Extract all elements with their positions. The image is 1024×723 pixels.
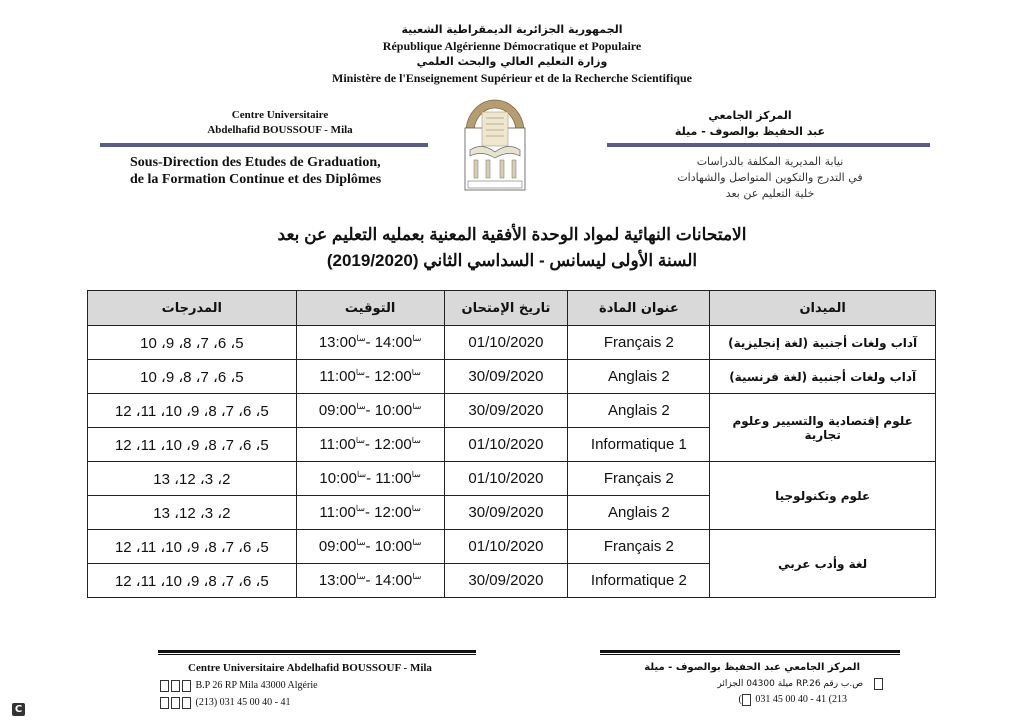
missing-glyph-icon	[160, 680, 169, 692]
start-time: 11:00	[319, 436, 356, 453]
subdirection-line2: de la Formation Continue et des Diplômes	[130, 172, 382, 187]
republic-ar: الجمهورية الجزائرية الديمقراطية الشعبية	[401, 23, 623, 36]
hour-suffix: سا	[355, 504, 365, 513]
header-subject: عنوان المادة	[568, 291, 710, 326]
halls-cell: 5، 6، 7، 8، 9، 10، 11، 12	[88, 530, 297, 564]
hour-suffix: سا	[355, 436, 365, 445]
time-cell	[296, 462, 444, 496]
footer-right-phone-text: 031 45 00 40 - 41 (213	[755, 694, 847, 705]
table-row	[88, 530, 936, 564]
document-title	[200, 222, 824, 274]
halls-cell: 5، 6، 7، 8، 9، 10، 11، 12	[88, 394, 297, 428]
footer-left-address	[160, 677, 490, 694]
subject-cell: Informatique 2	[568, 564, 710, 598]
hour-suffix: سا	[355, 368, 365, 377]
institution-left	[180, 108, 380, 138]
exam-schedule-table	[87, 290, 936, 598]
hour-suffix: سا	[412, 334, 422, 343]
footer-right	[640, 660, 885, 708]
start-time: 13:00	[318, 572, 357, 589]
footer-left-phone-text: (213) 031 45 00 40 - 41	[195, 697, 291, 708]
missing-glyph-icon	[171, 680, 180, 692]
start-time: 09:00	[318, 538, 357, 555]
institution-line1-fr: Centre Universitaire	[231, 109, 329, 121]
footer-divider-left	[158, 650, 476, 653]
time-cell	[296, 530, 444, 564]
table-row	[88, 326, 936, 360]
time-cell	[296, 394, 444, 428]
institution-line2-fr: Abdelhafid BOUSSOUF - Mila	[207, 124, 353, 136]
hour-suffix: سا	[411, 368, 421, 377]
footer-left-address-text: B.P 26 RP Mila 43000 Algérie	[195, 680, 318, 691]
footer-divider-right-thin	[600, 654, 900, 655]
subject-cell: Anglais 2	[568, 360, 710, 394]
subdirection-ar-line1: نيابة المديرية المكلفة بالدراسات	[696, 155, 844, 168]
start-time: 11:00	[319, 368, 356, 385]
header-field: الميدان	[710, 291, 936, 326]
table-header-row	[88, 291, 936, 326]
header-divider-left	[100, 143, 428, 147]
hour-suffix: سا	[411, 436, 421, 445]
subject-cell: Informatique 1	[568, 428, 710, 462]
missing-glyph-icon	[182, 697, 191, 709]
hour-suffix: سا	[412, 538, 422, 547]
footer-right-phone: ( 031 45 00 40 - 41 (213	[738, 694, 847, 705]
header-date: تاريخ الإمتحان	[444, 291, 568, 326]
time-separator: -	[364, 504, 375, 521]
date-cell: 30/09/2020	[444, 496, 568, 530]
date-cell: 01/10/2020	[444, 428, 568, 462]
date-cell: 01/10/2020	[444, 462, 568, 496]
end-time: 14:00	[374, 572, 413, 589]
start-time: 09:00	[318, 402, 357, 419]
hour-suffix: سا	[356, 538, 366, 547]
end-time: 12:00	[374, 436, 412, 453]
date-cell: 01/10/2020	[444, 530, 568, 564]
ministry-ar: وزارة التعليم العالي والبحث العلمي	[416, 55, 608, 68]
end-time: 10:00	[374, 402, 413, 419]
time-separator: -	[366, 470, 376, 487]
title-line1: الامتحانات النهائية لمواد الوحدة الأفقية المعنية بعمليه التعليم عن بعد	[277, 225, 747, 244]
date-cell: 30/09/2020	[444, 564, 568, 598]
field-cell: علوم وتكنولوجيا	[710, 462, 936, 530]
field-cell: آداب ولغات أجنبية (لغة إنجليزية)	[710, 326, 936, 360]
date-cell: 30/09/2020	[444, 394, 568, 428]
time-separator: -	[364, 436, 375, 453]
hour-suffix: سا	[412, 402, 422, 411]
time-separator: -	[365, 572, 375, 589]
hour-suffix: سا	[411, 504, 421, 513]
table-row	[88, 360, 936, 394]
halls-cell: 5، 6، 7، 8، 9، 10، 11، 12	[88, 564, 297, 598]
end-time: 11:00	[375, 470, 412, 487]
republic-fr: République Algérienne Démocratique et Populaire	[382, 39, 642, 53]
time-cell	[296, 496, 444, 530]
institution-right	[650, 108, 850, 140]
footer-divider-left-thin	[158, 654, 476, 655]
hour-suffix: سا	[412, 572, 422, 581]
time-separator: -	[364, 368, 375, 385]
corner-badge-icon[interactable]: C	[12, 703, 25, 716]
hour-suffix: سا	[356, 334, 366, 343]
table-body	[88, 326, 936, 598]
subject-cell: Français 2	[568, 462, 710, 496]
header-halls: المدرجات	[88, 291, 297, 326]
subject-cell: Français 2	[568, 326, 710, 360]
end-time: 10:00	[374, 538, 413, 555]
halls-cell: 2، 3، 12، 13	[88, 496, 297, 530]
hour-suffix: سا	[411, 470, 421, 479]
header-time: التوقيت	[296, 291, 444, 326]
start-time: 11:00	[319, 504, 356, 521]
title-line2: السنة الأولى ليسانس - السداسي الثاني (2019/2020)	[326, 251, 698, 270]
start-time: 10:00	[319, 470, 357, 487]
field-cell: آداب ولغات أجنبية (لغة فرنسية)	[710, 360, 936, 394]
footer-divider-right	[600, 650, 900, 653]
end-time: 14:00	[374, 334, 413, 351]
subdirection-right	[640, 154, 900, 202]
end-time: 12:00	[374, 504, 412, 521]
hour-suffix: سا	[356, 470, 367, 479]
institution-line2-ar: عبد الحفيظ بوالصوف - ميلة	[674, 125, 826, 138]
time-separator: -	[365, 402, 375, 419]
time-separator: -	[365, 538, 375, 555]
footer-left-phone	[160, 694, 490, 711]
footer-right-address-text: ص.ب رقم RP.26 ميلة 04300 الجزائر	[717, 679, 864, 689]
field-cell: لغة وأدب عربي	[710, 530, 936, 598]
date-cell: 30/09/2020	[444, 360, 568, 394]
field-cell: علوم إقتصادية والتسيير وعلوم تجارية	[710, 394, 936, 462]
missing-glyph-icon	[874, 678, 883, 690]
time-cell	[296, 326, 444, 360]
institution-line1-ar: المركز الجامعي	[708, 109, 792, 122]
subdirection-ar-line2: في التدرج والتكوين المتواصل والشهادات	[677, 171, 863, 184]
missing-glyph-icon	[160, 697, 169, 709]
end-time: 12:00	[374, 368, 412, 385]
footer-left-title: Centre Universitaire Abdelhafid BOUSSOUF - Mila	[188, 662, 432, 674]
subdirection-line1: Sous-Direction des Etudes de Graduation,	[130, 155, 381, 170]
missing-glyph-icon	[182, 680, 191, 692]
footer-left	[160, 660, 490, 711]
subdirection-ar-line3: خلية التعليم عن بعد	[725, 187, 815, 200]
subject-cell: Anglais 2	[568, 394, 710, 428]
subject-cell: Anglais 2	[568, 496, 710, 530]
halls-cell: 5، 6، 7، 8، 9، 10	[88, 360, 297, 394]
university-logo	[462, 92, 528, 194]
table-row	[88, 394, 936, 428]
subdirection-left	[130, 154, 430, 188]
halls-cell: 2، 3، 12، 13	[88, 462, 297, 496]
time-cell	[296, 360, 444, 394]
halls-cell: 5، 6، 7، 8، 9، 10	[88, 326, 297, 360]
date-cell: 01/10/2020	[444, 326, 568, 360]
footer-right-title: المركز الجامعي عبد الحفيظ بوالصوف - ميلة	[644, 662, 860, 673]
missing-glyph-icon	[742, 694, 751, 706]
subject-cell: Français 2	[568, 530, 710, 564]
start-time: 13:00	[318, 334, 357, 351]
time-cell	[296, 428, 444, 462]
table-row	[88, 462, 936, 496]
hour-suffix: سا	[356, 572, 366, 581]
missing-glyph-icon	[171, 697, 180, 709]
ministry-fr: Ministère de l'Enseignement Supérieur et de la Recherche Scientifique	[332, 71, 692, 85]
hour-suffix: سا	[356, 402, 366, 411]
header-divider-right	[607, 143, 930, 147]
time-cell	[296, 564, 444, 598]
footer-right-address	[640, 676, 885, 692]
government-header	[262, 22, 762, 86]
time-separator: -	[365, 334, 375, 351]
halls-cell: 5، 6، 7، 8، 9، 10، 11، 12	[88, 428, 297, 462]
